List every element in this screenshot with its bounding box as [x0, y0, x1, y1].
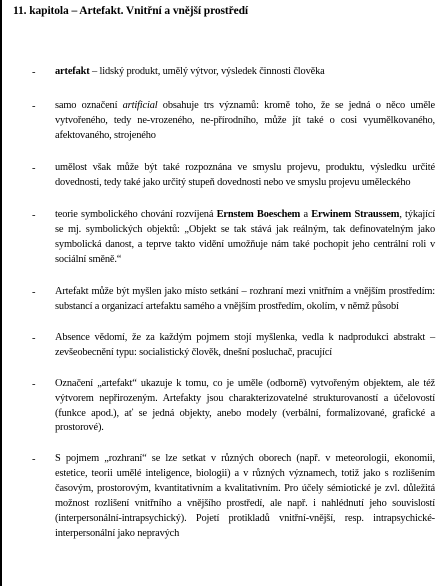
list-item	[11, 161, 435, 191]
item-text: Označení „artefakt“ ukazuje k tomu, co je uměle (odborně) vytvořeným objektem, ale též výtvorem nepřirozeným. Artefakty jsou charakterizovatelné strukturovaností a účelovostí (funkce apod.), ať se jedná objekty, anebo modely (verbální, formalizované, grafické a prostorové).	[55, 377, 435, 434]
item-text	[55, 208, 435, 268]
item-text	[55, 65, 435, 80]
list-item	[11, 377, 435, 437]
bullet-dash: -	[32, 378, 36, 390]
bullet-list	[11, 65, 435, 560]
list-item	[11, 285, 435, 315]
item-text-rest: – lidský produkt, umělý výtvor, výsledek činnosti člověka	[89, 66, 325, 77]
item-text: S pojmem „rozhraní“ se lze setkat v různých oborech (např. v meteorologii, ekonomii, estetice, teorii umělé inteligence, biologii) a v různých významech, totiž jako s rozlišením časovým, prostorovým, kvantitativním a kvalitativním. Pro účely sémiotické je zvl. důležitá možnost rozlišení vnitřního a vnějšího prostředí, ale např. i nahlédnutí jeho souvislostí (interpersonální-intrapsychický). Pojetí protikladů vnitřní-vnější, resp. intrapsychické-interpersonální jako nepravých	[55, 453, 435, 539]
list-item	[11, 208, 435, 268]
author-name-strauss: Erwinem Straussem	[311, 209, 400, 221]
item-text: umělost však může být také rozpoznána ve smyslu projevu, produktu, výsledku určité dovednosti, tedy také jako určitý stupeň dovednosti nebo ve smyslu projevu uměleckého	[55, 161, 435, 188]
chapter-heading: 11. kapitola – Artefakt. Vnitřní a vnější prostředí	[13, 5, 249, 17]
bullet-dash: -	[32, 454, 36, 466]
document-page	[11, 4, 436, 539]
list-item	[11, 452, 435, 541]
item-text-mid: a	[300, 209, 312, 221]
term-bold: artefakt	[55, 66, 90, 77]
item-text	[55, 99, 435, 144]
item-text-rest: , týkající se mj. symbolických objektů: „Objekt se tak stává jak reálným, tak definovatelným jako symbolická danost, a teprve takto vidění umožňuje nám také pochopit jeho centrální roli v sociální směně.“	[55, 209, 436, 266]
bullet-dash: -	[32, 162, 36, 174]
item-text-pre: teorie symbolického chování rozvíjená	[55, 209, 217, 221]
term-italic: artificial	[122, 99, 158, 111]
bullet-dash: -	[32, 287, 36, 299]
list-item	[11, 99, 435, 144]
bullet-dash: -	[32, 332, 36, 344]
item-text: Absence vědomí, že za každým pojmem stojí myšlenka, vedla k nadprodukci abstrakt – zevšeobecnění typu: socialistický člověk, dnešní posluchač, pracující	[55, 331, 435, 358]
list-item	[11, 65, 435, 80]
bullet-dash: -	[32, 210, 36, 222]
page-left-edge	[0, 0, 2, 586]
item-text: Artefakt může být myšlen jako místo setkání – rozhraní mezi vnitřním a vnějším prostředím: substancí a organizací artefaktu samého a vnějším prostředím, okolím, v němž působí	[55, 286, 435, 312]
bullet-dash: -	[32, 67, 36, 78]
list-item	[11, 331, 435, 361]
item-text-rest: obsahuje trs významů: kromě toho, že se jedná o něco uměle vytvořeného, tedy ne-vrozeného, ne-přírodního, může jít také o cosi vyumělkovaného, afektovaného, strojeného	[55, 99, 436, 141]
item-text-pre: samo označení	[55, 99, 123, 111]
author-name-boesch: Ernstem Boeschem	[216, 209, 301, 221]
bullet-dash: -	[32, 100, 36, 112]
